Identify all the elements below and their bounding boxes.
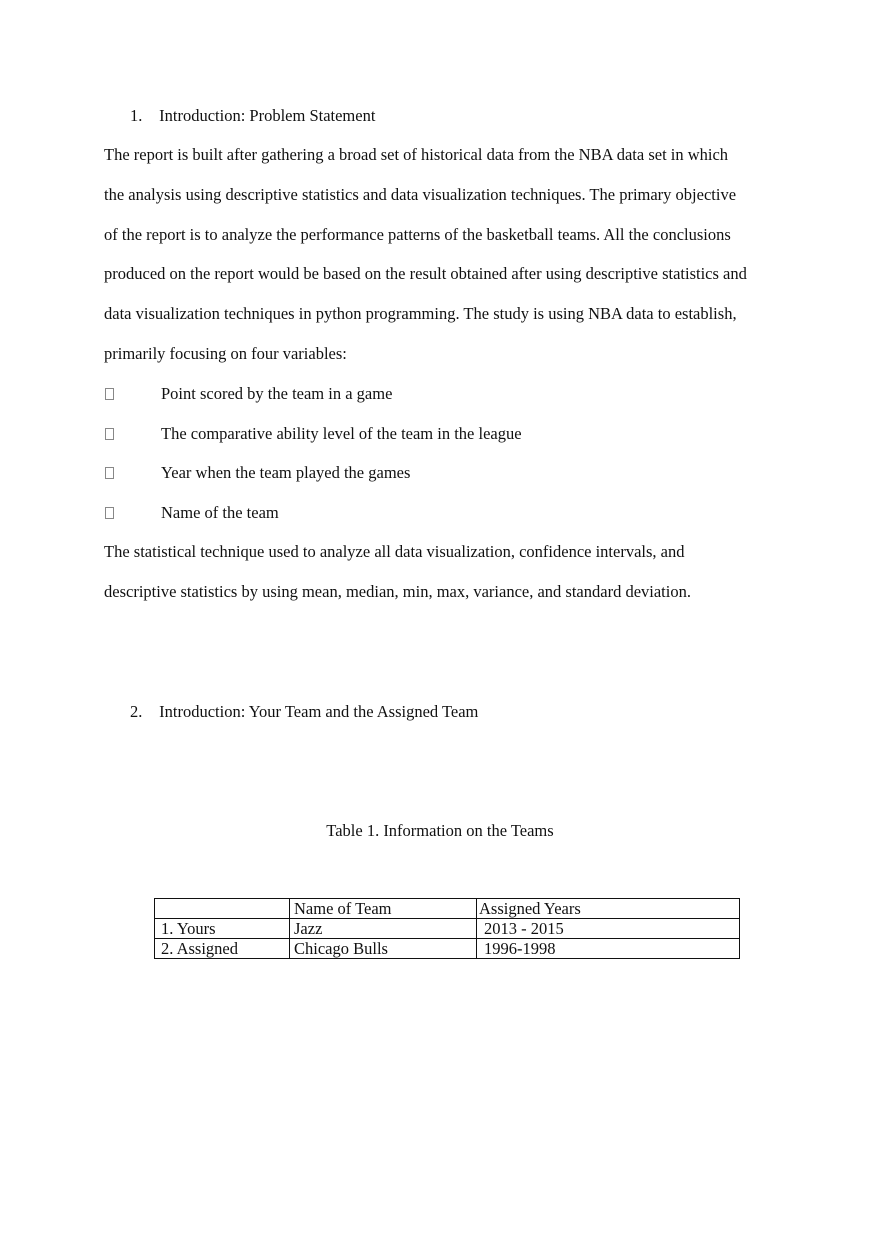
table-cell: 1. Yours [155, 919, 290, 939]
section-2-number: 2. [130, 702, 143, 721]
teams-table [154, 898, 740, 959]
section-1-number: 1. [130, 106, 143, 125]
paragraph-line: The statistical technique used to analyze all data visualization, confidence intervals, and [104, 542, 685, 561]
bullet-box-icon [105, 388, 114, 400]
table-cell: 2013 - 2015 [477, 919, 740, 939]
table-row [155, 919, 740, 939]
paragraph-line: produced on the report would be based on the result obtained after using descriptive statistics and [104, 264, 747, 283]
table-caption: Table 1. Information on the Teams [326, 821, 554, 840]
table-cell: 2. Assigned [155, 939, 290, 959]
paragraph-line: primarily focusing on four variables: [104, 344, 347, 363]
bullet-box-icon [105, 467, 114, 479]
paragraph-line: of the report is to analyze the performance patterns of the basketball teams. All the conclusions [104, 225, 731, 244]
table-header-cell: Name of Team [290, 899, 477, 919]
bullet-text: Point scored by the team in a game [161, 384, 393, 403]
table-cell: Chicago Bulls [290, 939, 477, 959]
bullet-box-icon [105, 428, 114, 440]
bullet-text: Name of the team [161, 503, 279, 522]
table-row [155, 939, 740, 959]
bullet-box-icon [105, 507, 114, 519]
paragraph-line: The report is built after gathering a broad set of historical data from the NBA data set in which [104, 145, 729, 164]
section-1-heading [130, 106, 375, 126]
section-2-title: Introduction: Your Team and the Assigned Team [159, 702, 479, 721]
section-2-heading [130, 702, 478, 722]
table-cell: Jazz [290, 919, 477, 939]
section-1-title: Introduction: Problem Statement [159, 106, 376, 125]
paragraph-line: descriptive statistics by using mean, median, min, max, variance, and standard deviation. [104, 582, 691, 601]
bullet-text: The comparative ability level of the team in the league [161, 424, 522, 443]
paragraph-line: data visualization techniques in python programming. The study is using NBA data to establish, [104, 304, 737, 323]
table-header-row [155, 899, 740, 919]
bullet-text: Year when the team played the games [161, 463, 411, 482]
table-header-cell: Assigned Years [477, 899, 740, 919]
paragraph-line: the analysis using descriptive statistics and data visualization techniques. The primary objective [104, 185, 737, 204]
table-header-cell [155, 899, 290, 919]
table-cell: 1996-1998 [477, 939, 740, 959]
